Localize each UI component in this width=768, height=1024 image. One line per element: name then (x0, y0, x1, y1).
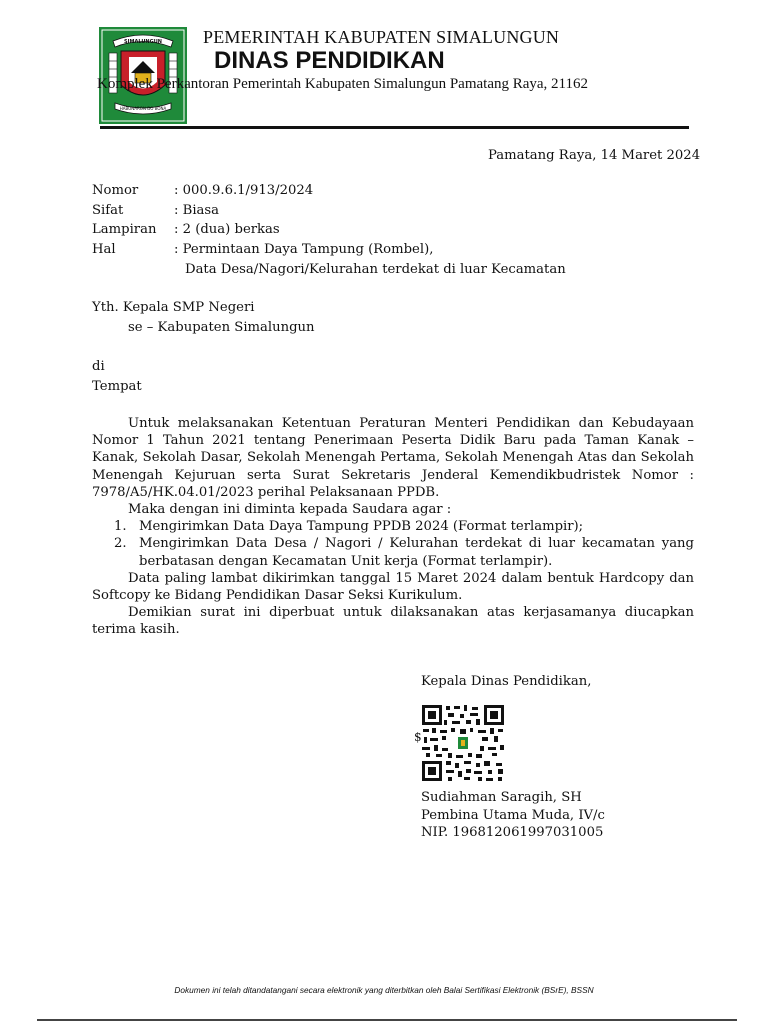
meta-value-sifat: : Biasa (174, 203, 220, 218)
meta-value-hal-line2: Data Desa/Nagori/Kelurahan terdekat di luar Kecamatan (185, 262, 566, 277)
office-address: Komplek Perkantoran Pemerintah Kabupaten Simalungun Pamatang Raya, 21162 (97, 76, 589, 92)
signatory-rank: Pembina Utama Muda, IV/c (421, 808, 605, 823)
letterhead-divider (100, 126, 689, 129)
meta-label-lampiran: Lampiran (92, 222, 157, 237)
recipient-di: di (92, 359, 105, 374)
list-item-text: Mengirimkan Data Daya Tampung PPDB 2024 (Format terlampir); (139, 519, 584, 535)
paragraph-request: Maka dengan ini diminta kepada Saudara agar : (128, 502, 452, 518)
paragraph-deadline: Data paling lambat dikirimkan tanggal 15 Maret 2024 dalam bentuk Hardcopy dan Softcopy ke Bidang Pendidikan Dasar Seksi Kurikulum. (92, 570, 694, 604)
recipient-line2: se – Kabupaten Simalungun (128, 320, 315, 335)
meta-value-hal: : Permintaan Daya Tampung (Rombel), (174, 242, 434, 257)
government-name: PEMERINTAH KABUPATEN SIMALUNGUN (203, 27, 560, 47)
qr-overlay-mark: $ (414, 730, 422, 744)
signatory-nip: NIP. 196812061997031005 (421, 825, 604, 840)
list-item (92, 518, 694, 535)
qr-code-signature (420, 703, 506, 783)
meta-label-sifat: Sifat (92, 203, 124, 218)
svg-text:HABONARON DO BONA: HABONARON DO BONA (119, 106, 167, 111)
list-item-text: Mengirimkan Data Desa / Nagori / Kelurahan terdekat di luar kecamatan yang berbatasan dengan Kecamatan Unit kerja (Format terlampir). (139, 536, 694, 569)
paragraph-opening: Untuk melaksanakan Ketentuan Peraturan Menteri Pendidikan dan Kebudayaan Nomor 1 Tahun 2021 tentang Penerimaan Peserta Didik Baru pada Taman Kanak – Kanak, Sekolah Dasar, Sekolah Menengah Pertama, Sekolah Menengah Atas dan Sekolah Menengah Kejuruan serta Surat Sekretaris Jenderal Kemendikbudristek Nomor : 7978/A5/HK.04.01/2023 perihal Pelaksanaan PPDB. (92, 416, 694, 500)
meta-value-nomor: : 000.9.6.1/913/2024 (174, 183, 314, 198)
recipient-tempat: Tempat (92, 379, 142, 394)
footer-divider (37, 1019, 737, 1021)
paragraph-closing: Demikian surat ini diperbuat untuk dilaksanakan atas kerjasamanya diucapkan terima kasih. (92, 605, 694, 638)
list-item (92, 535, 694, 569)
meta-value-lampiran: : 2 (dua) berkas (174, 222, 280, 237)
signatory-title: Kepala Dinas Pendidikan, (421, 674, 592, 689)
office-name: DINAS PENDIDIKAN (214, 47, 445, 74)
signatory-name: Sudiahman Saragih, SH (421, 790, 582, 805)
svg-text:SIMALUNGUN: SIMALUNGUN (124, 39, 162, 45)
meta-label-nomor: Nomor (92, 183, 139, 198)
list-item-number: 2. (114, 536, 127, 552)
letter-body (92, 415, 694, 639)
electronic-signature-note: Dokumen ini telah ditandatangani secara elektronik yang diterbitkan oleh Balai Sertifikasi Elektronik (BSrE), BSSN (174, 985, 594, 995)
list-item-number: 1. (114, 519, 127, 535)
recipient-line1: Yth. Kepala SMP Negeri (92, 300, 255, 315)
date-place: Pamatang Raya, 14 Maret 2024 (488, 148, 701, 163)
meta-label-hal: Hal (92, 242, 116, 257)
